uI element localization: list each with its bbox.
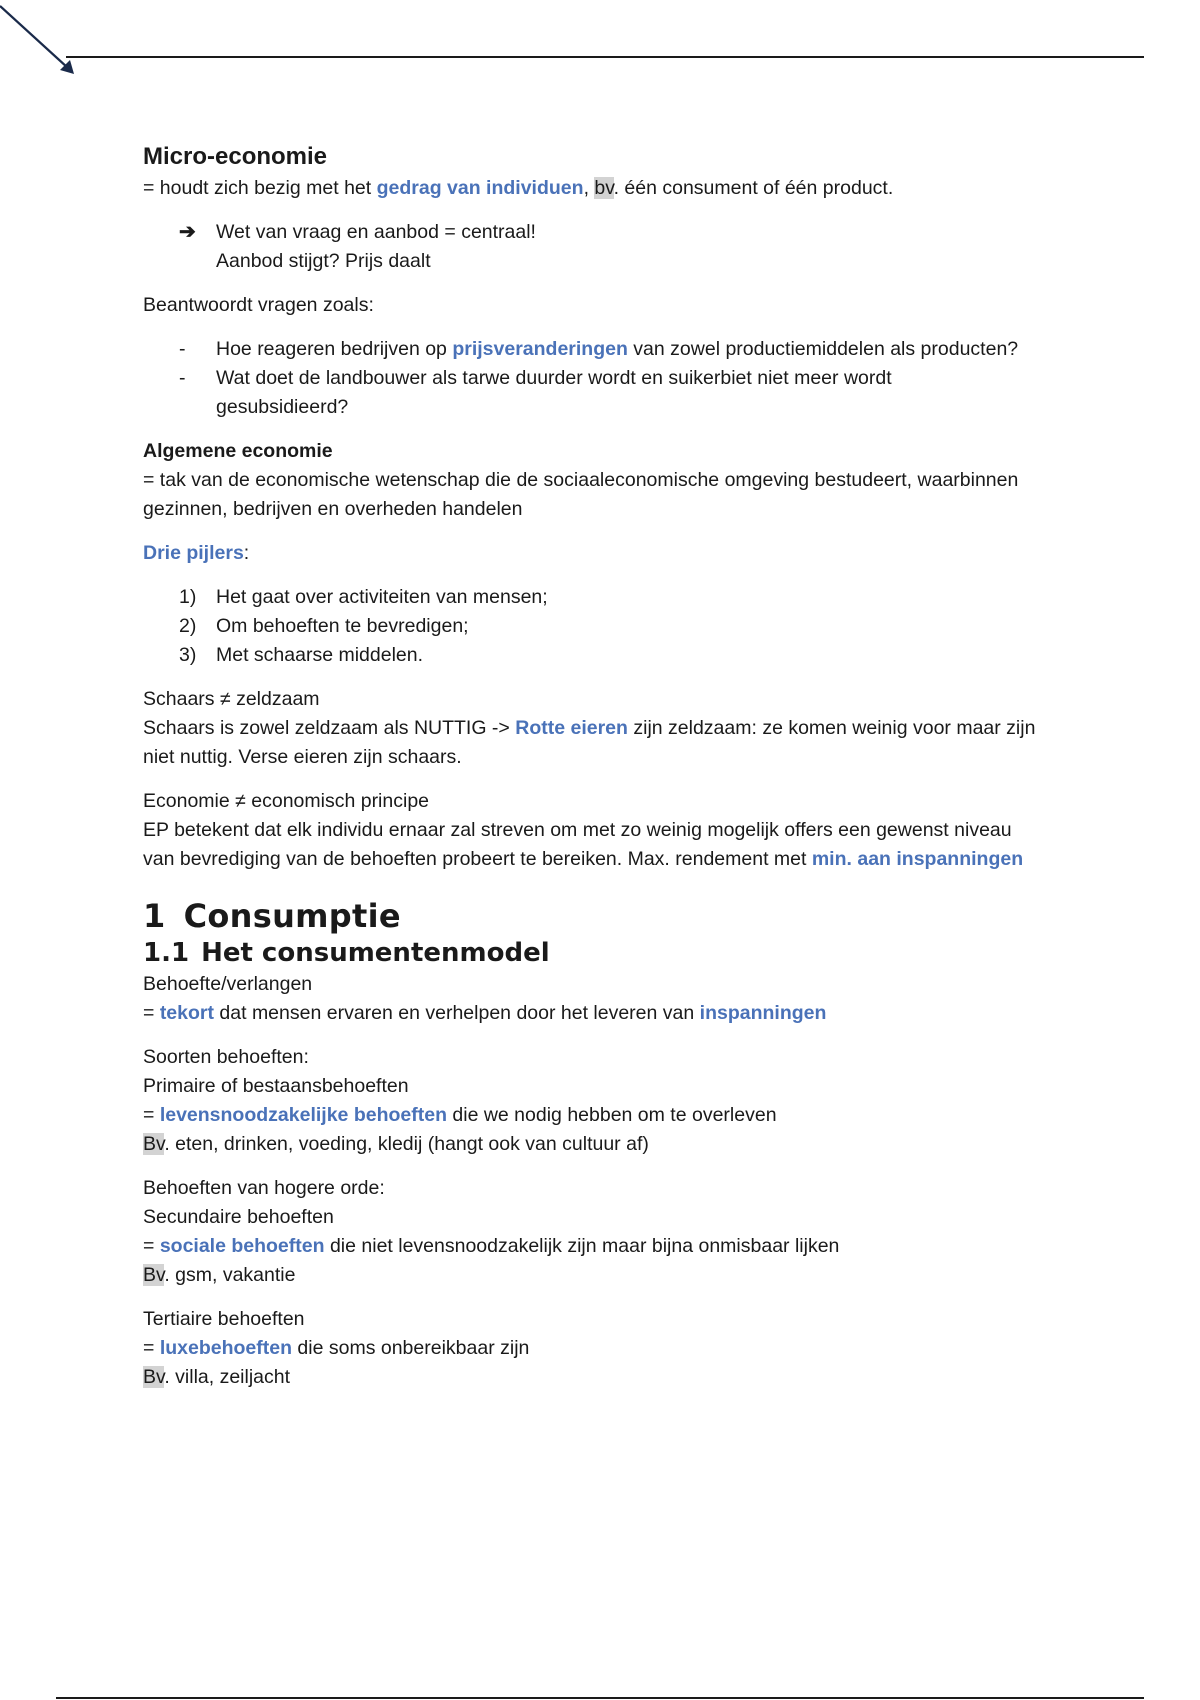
min-effort-highlight: min. aan inspanningen [811,848,1024,870]
corner-arrow-icon [0,0,90,90]
secundair-title: Secundaire behoeften [143,1206,334,1228]
social-needs-highlight: sociale behoeften [159,1235,325,1257]
secundair-example: Bv. gsm, vakantie [143,1264,296,1286]
list-number: 1) [179,586,197,608]
behoefte-title: Behoefte/verlangen [143,973,313,995]
chapter-heading: 1 Consumptie [143,897,401,935]
primair-def: = levensnoodzakelijke behoeften die we nodig hebben om te overleven [143,1104,777,1126]
primair-example: Bv. eten, drinken, voeding, kledij (hangt ook van cultuur af) [143,1133,649,1155]
luxury-needs-highlight: luxebehoeften [159,1337,292,1359]
dash-bullet: - [179,338,186,360]
arrow-item [143,218,1063,276]
shortage-highlight: tekort [159,1002,214,1024]
dash-bullet: - [179,367,186,389]
secundair-def: = sociale behoeften die niet levensnoodzakelijk zijn maar bijna onmisbaar lijken [143,1235,840,1257]
footer-rule [56,1697,1144,1699]
rotten-eggs-highlight: Rotte eieren [515,717,628,739]
schaars-title: Schaars ≠ zeldzaam [143,688,320,710]
price-change-highlight: prijsveranderingen [452,338,628,360]
vital-needs-highlight: levensnoodzakelijke behoeften [159,1104,447,1126]
questions-intro: Beantwoordt vragen zoals: [143,294,374,316]
list-item: - Wat doet de landbouwer als tarwe duurder wordt en suikerbiet niet meer wordt gesubsidieerd? [143,364,1063,422]
algemeen-def-1: = tak van de economische wetenschap die de sociaaleconomische omgeving bestudeert, waarbinnen [143,469,1019,491]
bv-highlight: Bv [143,1366,165,1388]
list-item: 2) Om behoeften te bevredigen; [143,612,1063,641]
list-number: 2) [179,615,197,637]
schaars-line-1: Schaars is zowel zeldzaam als NUTTIG -> Rotte eieren zijn zeldzaam: ze komen weinig voor maar zijn [143,717,1036,739]
effort-highlight: inspanningen [699,1002,827,1024]
bv-highlight: bv [594,177,614,199]
document-body [143,140,1063,1392]
bv-highlight: Bv [143,1264,165,1286]
header-rule [66,56,1144,58]
soorten-title: Soorten behoeften: [143,1046,309,1068]
tertiair-def: = luxebehoeften die soms onbereikbaar zijn [143,1337,530,1359]
pillars-highlight: Drie pijlers [143,542,244,564]
list-item: 3) Met schaarse middelen. [143,641,1063,670]
arrow-right-icon: ➔ [179,221,196,243]
algemeen-title: Algemene economie [143,440,333,462]
schaars-line-2: niet nuttig. Verse eieren zijn schaars. [143,746,462,768]
primair-title: Primaire of bestaansbehoeften [143,1075,409,1097]
arrow-line-2: Aanbod stijgt? Prijs daalt [216,250,431,272]
section-heading: 1.1 Het consumentenmodel [143,938,550,968]
micro-definition: = houdt zich bezig met het gedrag van individuen, bv. één consument of één product. [143,177,894,199]
list-number: 3) [179,644,197,666]
tertiair-example: Bv. villa, zeiljacht [143,1366,291,1388]
behoefte-def: = tekort dat mensen ervaren en verhelpen door het leveren van inspanningen [143,1002,827,1024]
bv-highlight: Bv [143,1133,165,1155]
tertiair-title: Tertiaire behoeften [143,1308,305,1330]
ep-line-1: EP betekent dat elk individu ernaar zal streven om met zo weinig mogelijk offers een gewenst niveau [143,819,1012,841]
ep-title: Economie ≠ economisch principe [143,790,430,812]
algemeen-def-2: gezinnen, bedrijven en overheden handelen [143,498,523,520]
micro-highlight: gedrag van individuen [376,177,584,199]
ep-line-2: van bevrediging van de behoeften probeert te bereiken. Max. rendement met min. aan inspanningen [143,848,1024,870]
micro-title: Micro-economie [143,143,328,170]
list-item: 1) Het gaat over activiteiten van mensen; [143,583,1063,612]
pillars-intro: Drie pijlers: [143,542,250,564]
arrow-line-1: Wet van vraag en aanbod = centraal! [216,221,536,243]
list-item: - Hoe reageren bedrijven op prijsveranderingen van zowel productiemiddelen als producten? [143,335,1063,364]
hogere-title: Behoeften van hogere orde: [143,1177,385,1199]
